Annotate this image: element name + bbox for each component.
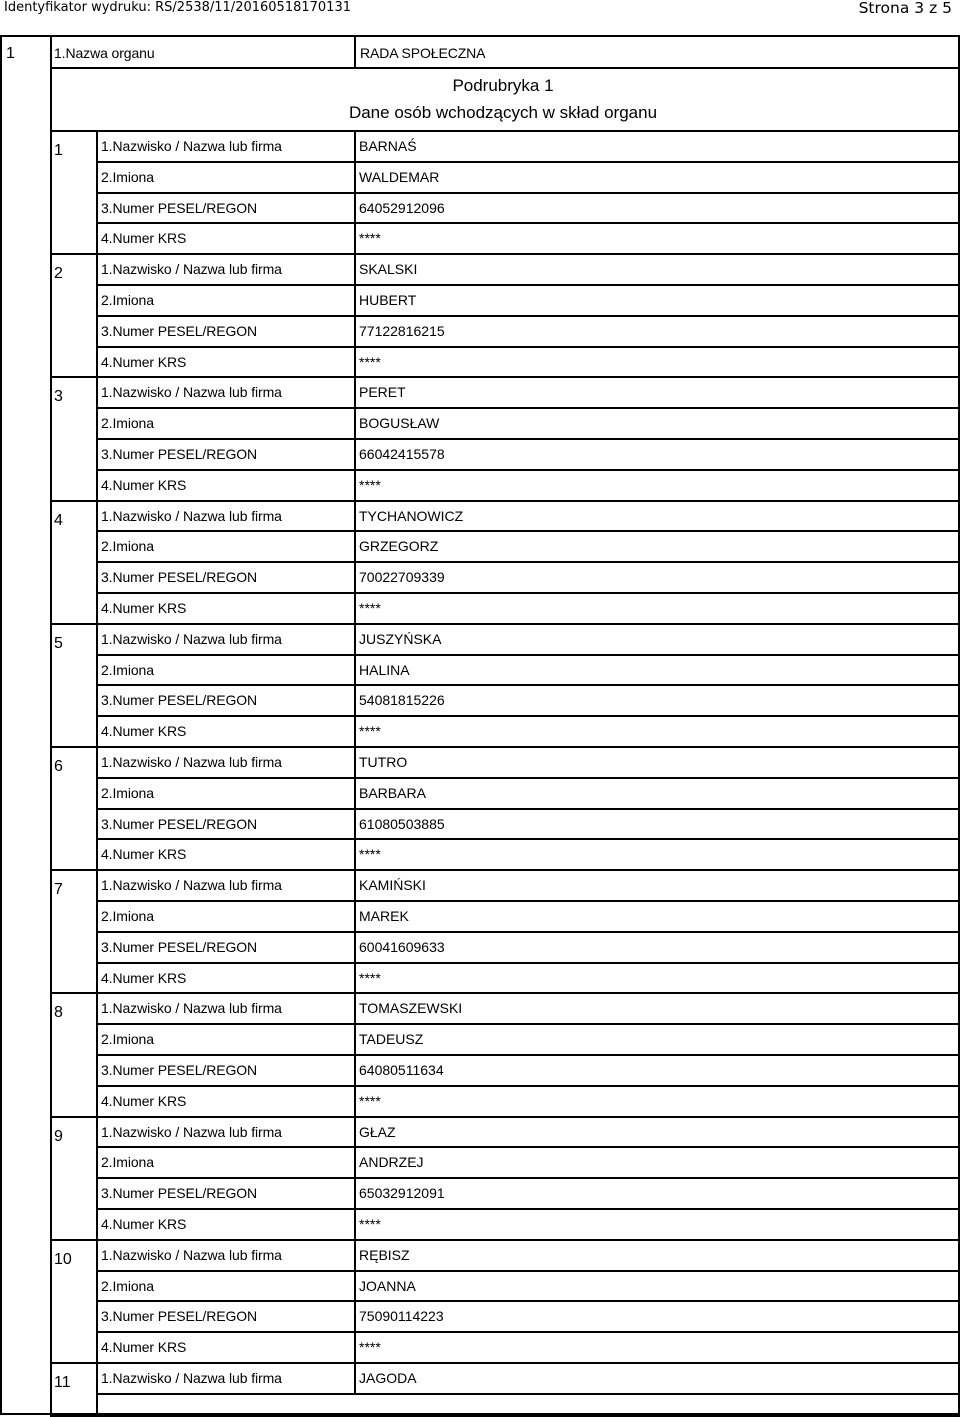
row-value-cell: [354, 530, 960, 563]
section-number: 1: [6, 45, 15, 62]
row-value-name: PERET: [359, 384, 406, 401]
row-value-cell: [354, 1239, 960, 1272]
row-value-cell: [354, 654, 960, 687]
row-value-name: TOMASZEWSKI: [359, 1000, 463, 1017]
row-value-cell: [354, 1362, 960, 1395]
row-value-cell: [354, 253, 960, 286]
row-value-pesel: 77122816215: [359, 322, 445, 339]
person-number-column: [50, 746, 98, 871]
row-value-cell: [354, 1023, 960, 1056]
page-number: Strona 3 z 5: [858, 0, 952, 17]
row-value-first_names: GRZEGORZ: [359, 538, 439, 555]
row-value-pesel: 75090114223: [359, 1308, 444, 1325]
person-number: 4: [54, 511, 63, 529]
person-number-column: [50, 1239, 98, 1364]
row-value-first_names: HALINA: [359, 661, 410, 678]
person-number: 1: [54, 142, 63, 159]
row-value-cell: [354, 1208, 960, 1241]
row-value-cell: [354, 777, 960, 810]
row-value-krs: ****: [359, 723, 381, 740]
row-value-pesel: 54081815226: [359, 692, 445, 709]
row-value-cell: [354, 284, 960, 317]
row-label-pesel: 3.Numer PESEL/REGON: [101, 199, 258, 216]
row-value-name: TUTRO: [359, 754, 408, 770]
row-label-first_names: 2.Imiona: [101, 1154, 154, 1171]
row-label-krs: 4.Numer KRS: [101, 969, 187, 986]
row-value-name: JUSZYŃSKA: [359, 630, 442, 647]
row-value-krs: ****: [359, 1092, 381, 1109]
row-value-name: GŁAZ: [359, 1123, 396, 1140]
row-label-first_names: 2.Imiona: [101, 1031, 154, 1048]
row-value-cell: [354, 900, 960, 933]
row-value-first_names: BARBARA: [359, 784, 426, 801]
row-value-cell: [354, 222, 960, 255]
row-label-name: 1.Nazwisko / Nazwa lub firma: [101, 754, 282, 770]
person-number: 11: [54, 1374, 71, 1391]
organ-label: 1.Nazwa organu: [54, 45, 155, 61]
row-label-name: 1.Nazwisko / Nazwa lub firma: [101, 138, 282, 154]
row-label-name: 1.Nazwisko / Nazwa lub firma: [101, 1123, 282, 1140]
row-value-first_names: BOGUSŁAW: [359, 415, 440, 432]
row-label-pesel: 3.Numer PESEL/REGON: [101, 1308, 258, 1325]
person-number-column: [50, 253, 98, 378]
person-number-column: [50, 1362, 98, 1417]
row-label-name: 1.Nazwisko / Nazwa lub firma: [101, 384, 282, 401]
row-value-first_names: WALDEMAR: [359, 168, 440, 185]
row-value-pesel: 66042415578: [359, 446, 445, 462]
row-value-cell: [354, 1270, 960, 1303]
row-label-name: 1.Nazwisko / Nazwa lub firma: [101, 1000, 282, 1017]
row-value-krs: ****: [359, 1216, 381, 1232]
subsection-subtitle: Dane osób wchodzących w skład organu: [348, 103, 658, 122]
row-value-cell: [354, 346, 960, 379]
person-number-column: [50, 376, 98, 501]
row-value-cell: [354, 469, 960, 502]
person-number-column: [50, 623, 98, 748]
person-number-column: [50, 992, 98, 1117]
row-value-pesel: 60041609633: [359, 938, 445, 955]
person-number: 6: [54, 758, 63, 775]
person-number: 10: [54, 1250, 72, 1268]
row-label-pesel: 3.Numer PESEL/REGON: [101, 446, 258, 462]
person-number-column: [50, 130, 98, 255]
row-label-first_names: 2.Imiona: [101, 1277, 154, 1294]
row-label-name: 1.Nazwisko / Nazwa lub firma: [101, 877, 282, 894]
row-value-cell: [354, 1054, 960, 1087]
row-value-cell: [354, 130, 960, 163]
row-label-pesel: 3.Numer PESEL/REGON: [101, 815, 258, 832]
row-label-pesel: 3.Numer PESEL/REGON: [101, 322, 258, 339]
row-label-krs: 4.Numer KRS: [101, 1216, 187, 1232]
row-label-first_names: 2.Imiona: [101, 168, 154, 185]
row-value-cell: [354, 1085, 960, 1118]
row-label-first_names: 2.Imiona: [101, 661, 154, 678]
row-value-first_names: TADEUSZ: [359, 1031, 424, 1048]
row-value-cell: [354, 1146, 960, 1179]
row-value-name: SKALSKI: [359, 261, 418, 278]
row-value-krs: ****: [359, 353, 381, 370]
row-label-first_names: 2.Imiona: [101, 292, 154, 308]
row-value-name: RĘBISZ: [359, 1246, 410, 1263]
row-value-cell: [354, 407, 960, 440]
row-value-cell: [354, 715, 960, 748]
row-value-pesel: 65032912091: [359, 1185, 445, 1202]
person-number: 9: [54, 1127, 63, 1145]
row-label-name: 1.Nazwisko / Nazwa lub firma: [101, 630, 282, 647]
row-label-krs: 4.Numer KRS: [101, 230, 187, 247]
row-value-cell: [354, 1331, 960, 1364]
row-value-krs: ****: [359, 846, 381, 863]
row-value-krs: ****: [359, 969, 381, 986]
row-label-krs: 4.Numer KRS: [101, 476, 187, 493]
row-value-name: JAGODA: [359, 1370, 417, 1386]
row-label-first_names: 2.Imiona: [101, 784, 154, 801]
row-label-pesel: 3.Numer PESEL/REGON: [101, 569, 258, 586]
row-value-cell: [354, 623, 960, 656]
person-number: 2: [54, 265, 63, 283]
subsection-title: Podrubryka 1: [452, 76, 554, 95]
row-value-cell: [354, 592, 960, 625]
person-number: 7: [54, 881, 63, 899]
organ-value: RADA SPOŁECZNA: [360, 45, 486, 61]
row-label-name: 1.Nazwisko / Nazwa lub firma: [101, 507, 282, 524]
person-number-column: [50, 500, 98, 625]
row-label-krs: 4.Numer KRS: [101, 846, 187, 863]
row-label-krs: 4.Numer KRS: [101, 1339, 187, 1356]
row-value-name: TYCHANOWICZ: [359, 507, 464, 524]
person-number: 8: [54, 1004, 63, 1022]
row-value-first_names: HUBERT: [359, 292, 417, 308]
row-label-first_names: 2.Imiona: [101, 415, 154, 432]
row-label-first_names: 2.Imiona: [101, 908, 154, 924]
row-value-pesel: 64052912096: [359, 199, 445, 216]
row-value-krs: ****: [359, 600, 381, 616]
print-identifier: Identyfikator wydruku: RS/2538/11/20160518170131: [4, 0, 351, 15]
row-value-cell: [354, 376, 960, 409]
row-value-cell: [354, 746, 960, 779]
row-value-pesel: 64080511634: [359, 1062, 444, 1078]
row-value-krs: ****: [359, 476, 381, 493]
person-number-column: [50, 1116, 98, 1241]
row-label-krs: 4.Numer KRS: [101, 353, 187, 370]
row-label-first_names: 2.Imiona: [101, 538, 154, 555]
person-number-column: [50, 869, 98, 994]
row-label-pesel: 3.Numer PESEL/REGON: [101, 938, 258, 955]
person-number: 3: [54, 388, 63, 406]
row-value-name: KAMIŃSKI: [359, 877, 426, 894]
row-value-pesel: 70022709339: [359, 569, 445, 586]
row-value-first_names: ANDRZEJ: [359, 1154, 424, 1171]
row-label-pesel: 3.Numer PESEL/REGON: [101, 1062, 258, 1078]
row-value-name: BARNAŚ: [359, 138, 417, 154]
row-value-cell: [354, 1116, 960, 1149]
row-value-krs: ****: [359, 230, 381, 247]
row-value-first_names: MAREK: [359, 908, 409, 924]
row-label-krs: 4.Numer KRS: [101, 723, 187, 740]
row-value-cell: [354, 869, 960, 902]
row-label-name: 1.Nazwisko / Nazwa lub firma: [101, 1246, 282, 1263]
row-label-pesel: 3.Numer PESEL/REGON: [101, 1185, 258, 1202]
row-label-krs: 4.Numer KRS: [101, 1092, 187, 1109]
person-number: 5: [54, 634, 63, 652]
row-value-cell: [354, 1300, 960, 1333]
row-value-cell: [354, 962, 960, 995]
row-value-first_names: JOANNA: [359, 1277, 416, 1294]
row-value-cell: [354, 838, 960, 871]
row-value-krs: ****: [359, 1339, 381, 1356]
row-label-pesel: 3.Numer PESEL/REGON: [101, 692, 258, 709]
row-label-krs: 4.Numer KRS: [101, 600, 187, 616]
row-value-pesel: 61080503885: [359, 815, 445, 832]
row-value-cell: [354, 161, 960, 194]
row-label-name: 1.Nazwisko / Nazwa lub firma: [101, 1370, 282, 1386]
row-label-name: 1.Nazwisko / Nazwa lub firma: [101, 261, 282, 278]
